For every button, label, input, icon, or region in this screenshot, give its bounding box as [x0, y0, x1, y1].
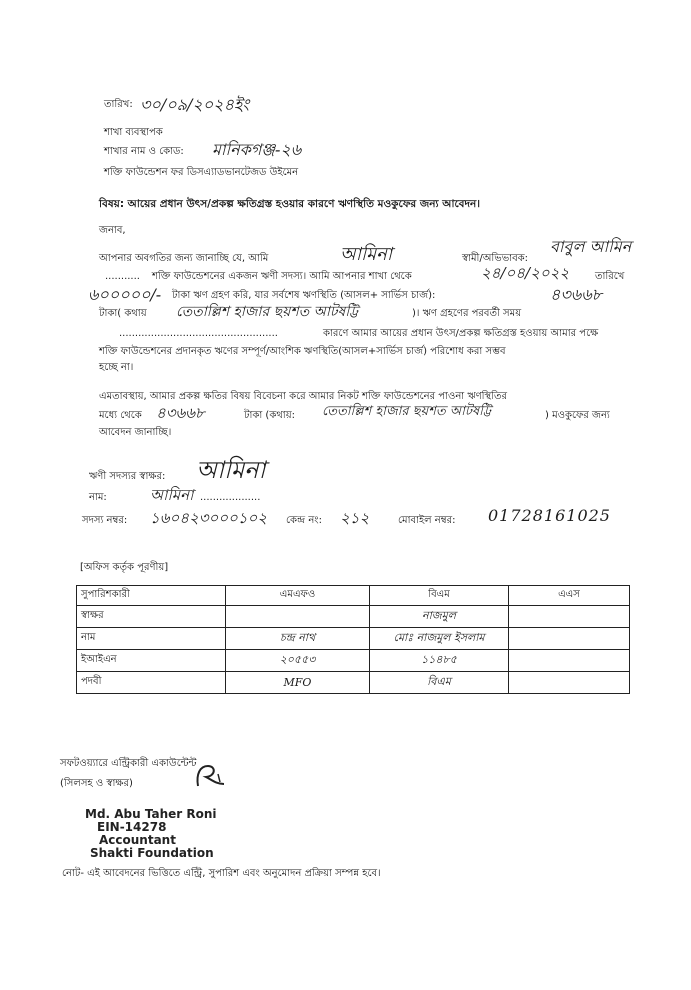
- row-label: ইআইএন: [77, 650, 226, 672]
- member-name: আমিনা: [150, 486, 194, 504]
- accountant-signature-icon: [190, 762, 230, 792]
- as-cell: [509, 628, 630, 650]
- stamp-title: Accountant: [99, 833, 176, 847]
- row-label: স্বাক্ষর: [77, 606, 226, 628]
- branch-value: মানিকগঞ্জ-২৬: [212, 140, 302, 159]
- balance-in-words: তেতাল্লিশ হাজার ছয়শত আটষট্টি: [176, 304, 359, 320]
- table-row: [77, 586, 630, 606]
- para1-text-5: টাকা ঋণ গ্রহণ করি, যার সর্বশেষ ঋণস্থিতি (আসল+ সার্ভিস চার্জ):: [172, 290, 436, 301]
- bm-cell: ১১৪৮৫: [370, 650, 509, 672]
- header-cell: সুপারিশকারী: [77, 586, 226, 606]
- para1-text-9: শক্তি ফাউন্ডেশনের প্রদানকৃত ঋণের সম্পূর্ণ/আংশিক ঋণস্থিতি(আসল+সার্ভিস চার্জ) পরিশোধ করা সম্ভব: [99, 346, 506, 357]
- header-cell: বিএম: [370, 586, 509, 606]
- para1-text-10: হচ্ছে না।: [99, 362, 134, 373]
- stamp-name: Md. Abu Taher Roni: [85, 807, 217, 821]
- applicant-name: আমিনা: [340, 244, 393, 265]
- date-label: তারিখ:: [104, 99, 133, 110]
- para2-text-3: টাকা (কথায়:: [244, 410, 295, 421]
- waiver-amount: ৪৩৬৬৮: [156, 404, 205, 422]
- para1-text-6: টাকা( কথায়: [99, 308, 147, 319]
- mfo-cell: ২০৫৫৩: [226, 650, 370, 672]
- centre-number: ২১২: [340, 509, 370, 527]
- para1-text-7: )। ঋণ গ্রহণের পরবর্তী সময়: [412, 308, 522, 319]
- row-label: পদবী: [77, 672, 226, 694]
- header-cell: এমএফও: [226, 586, 370, 606]
- date-value: ৩০/০৯/২০২৪ইং: [140, 95, 250, 114]
- accountant-line-2: (সিলসহ ও স্বাক্ষর): [60, 778, 133, 789]
- table-row: [77, 672, 630, 694]
- mobile-label: মোবাইল নম্বর:: [398, 515, 456, 526]
- guardian-name: বাবুল আমিন: [550, 237, 632, 256]
- mfo-cell: MFO: [226, 672, 370, 694]
- org-line: শক্তি ফাউন্ডেশন ফর ডিসএ্যাডভানটেজড উইমেন: [104, 167, 299, 178]
- table-row: [77, 628, 630, 650]
- salutation: জনাব,: [99, 225, 126, 236]
- subject-line: বিষয়: আয়ের প্রধান উৎস/প্রকল্প ক্ষতিগ্রস্ত হওয়ার কারণে ঋণস্থিতি মওকুফের জন্য আবেদন।: [99, 198, 481, 210]
- loan-amount: ৬০০০০০/-: [88, 285, 162, 304]
- member-name-dots: ...................: [200, 492, 261, 503]
- loan-date: ২৪/০৪/২০২২: [481, 264, 570, 282]
- bm-cell: মোঃ নাজমুল ইসলাম: [370, 628, 509, 650]
- member-number: ১৬০৪২৩০০০১০২: [150, 509, 267, 527]
- waiver-in-words: তেতাল্লিশ হাজার ছয়শত আটষট্টি: [322, 404, 492, 419]
- para1-text-1: আপনার অবগতির জন্য জানাচ্ছি যে, আমি: [99, 253, 269, 264]
- mfo-cell: [226, 606, 370, 628]
- as-cell: [509, 672, 630, 694]
- office-section-title: [অফিস কর্তৃক পূরণীয়]: [80, 562, 169, 573]
- as-cell: [509, 606, 630, 628]
- table-row: [77, 650, 630, 672]
- mfo-cell: চন্দ্র নাথ: [226, 628, 370, 650]
- stamp-org: Shakti Foundation: [90, 846, 214, 860]
- bm-cell: নাজমুল: [370, 606, 509, 628]
- branch-label: শাখার নাম ও কোড:: [104, 146, 184, 157]
- para2-text-5: আবেদন জানাচ্ছি।: [99, 427, 172, 438]
- para2-text-1: এমতাবস্থায়, আমার প্রকল্প ক্ষতির বিষয় বিবেচনা করে আমার নিকট শক্তি ফাউন্ডেশনের পাওনা ঋণস্থিতির: [99, 391, 508, 402]
- para1-text-8: কারণে আমার আয়ের প্রধান উৎস/প্রকল্প ক্ষতিগ্রস্ত হওয়ায় আমার পক্ষে: [323, 328, 599, 339]
- header-cell: এএস: [509, 586, 630, 606]
- para1-text-4: তারিখে: [595, 271, 625, 282]
- table-row: [77, 606, 630, 628]
- para2-text-4: ) মওকুফের জন্য: [545, 410, 610, 421]
- para1-dots-2: ..................................................: [119, 328, 278, 339]
- para2-text-2: মধ্যে থেকে: [99, 410, 142, 421]
- centre-label: কেন্দ্র নং:: [286, 515, 322, 526]
- loan-balance: ৪৩৬৬৮: [550, 285, 602, 304]
- para1-text-2: স্বামী/অভিভাবক:: [462, 253, 529, 264]
- member-signature-label: ঋণী সদস্যর স্বাক্ষর:: [89, 471, 166, 482]
- accountant-line-1: সফটওয়্যারে এন্ট্রিকারী একাউন্টেন্ট: [60, 758, 197, 769]
- para1-dots-1: ...........: [105, 271, 140, 282]
- stamp-ein: EIN-14278: [97, 820, 167, 834]
- manager-label: শাখা ব্যবস্থাপক: [104, 127, 163, 138]
- member-name-label: নাম:: [89, 492, 107, 503]
- as-cell: [509, 650, 630, 672]
- member-number-label: সদস্য নম্বর:: [82, 515, 128, 526]
- mobile-number: 01728161025: [488, 506, 611, 525]
- row-label: নাম: [77, 628, 226, 650]
- para1-text-3: শক্তি ফাউন্ডেশনের একজন ঋণী সদস্য। আমি আপনার শাখা থেকে: [152, 271, 412, 282]
- footer-note: নোট- এই আবেদনের ভিত্তিতে এন্ট্রি, সুপারিশ এবং অনুমোদন প্রক্রিয়া সম্পন্ন হবে।: [62, 868, 381, 879]
- bm-cell: বিএম: [370, 672, 509, 694]
- member-signature: আমিনা: [196, 456, 266, 484]
- office-table: [76, 585, 630, 694]
